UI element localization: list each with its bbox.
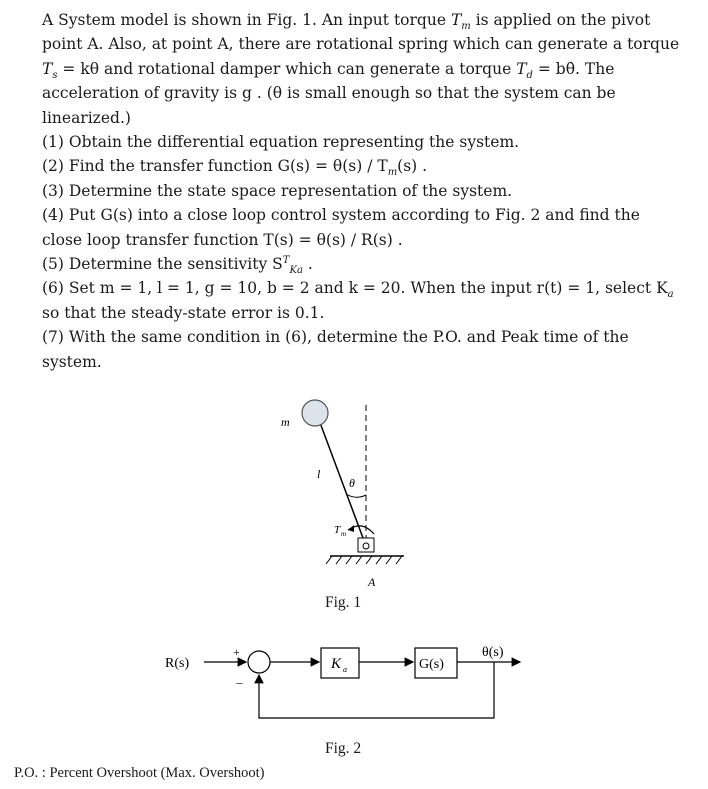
angle-label: θ bbox=[349, 476, 355, 490]
question-4-cont: close loop transfer function T(s) = θ(s) / R(s) . bbox=[42, 230, 403, 249]
question-4: (4) Put G(s) into a close loop control system according to Fig. 2 and find the bbox=[42, 206, 640, 225]
question-7: (7) With the same condition in (6), determine the P.O. and Peak time of the bbox=[42, 328, 629, 347]
plus-sign: + bbox=[233, 645, 240, 659]
question-6: (6) Set m = 1, l = 1, g = 10, b = 2 and k = 20. When the input r(t) = 1, select $K_a$ bbox=[42, 279, 674, 301]
footnote: P.O. : Percent Overshoot (Max. Overshoot) bbox=[14, 765, 265, 781]
output-label: θ(s) bbox=[482, 645, 504, 660]
length-label: l bbox=[317, 467, 321, 481]
question-6-cont: so that the steady-state error is 0.1. bbox=[42, 303, 325, 322]
problem-line-1: A System model is shown in Fig. 1. An input torque $T_m$ is applied on the pivot bbox=[42, 11, 651, 33]
gain-label-sub: a bbox=[343, 665, 347, 674]
plant-label: G(s) bbox=[419, 657, 444, 672]
question-7-cont: system. bbox=[42, 352, 102, 371]
problem-line-2: point A. Also, at point A, there are rotational spring which can generate a torque bbox=[42, 35, 680, 54]
problem-line-4: acceleration of gravity is g . (θ is small enough so that the system can be bbox=[42, 84, 616, 103]
question-1: (1) Obtain the differential equation representing the system. bbox=[42, 133, 520, 152]
question-2: (2) Find the transfer function $G(s) = \theta(s) / T_m(s)$ . bbox=[42, 157, 428, 179]
torque-label: T bbox=[334, 524, 341, 536]
minus-sign: − bbox=[236, 676, 244, 691]
gain-label: K bbox=[331, 656, 342, 672]
question-5: (5) Determine the sensitivity $S^T_{Ka}$ . bbox=[42, 254, 313, 277]
problem-line-3: $T_s = k\theta$ and rotational damper which can generate a torque $T_d$ = bθ̇. The bbox=[42, 59, 615, 81]
problem-line-5: linearized.) bbox=[42, 108, 131, 127]
torque-label-sub: m bbox=[341, 530, 347, 538]
figure-1-caption: Fig. 1 bbox=[325, 594, 362, 611]
input-label: R(s) bbox=[165, 656, 190, 671]
feedback-path bbox=[259, 662, 494, 718]
question-3: (3) Determine the state space representation of the system. bbox=[42, 181, 513, 200]
figure-2-caption: Fig. 2 bbox=[325, 740, 362, 757]
mass-label: m bbox=[281, 415, 290, 429]
summing-junction bbox=[248, 651, 270, 673]
pivot-label: A bbox=[368, 575, 376, 589]
